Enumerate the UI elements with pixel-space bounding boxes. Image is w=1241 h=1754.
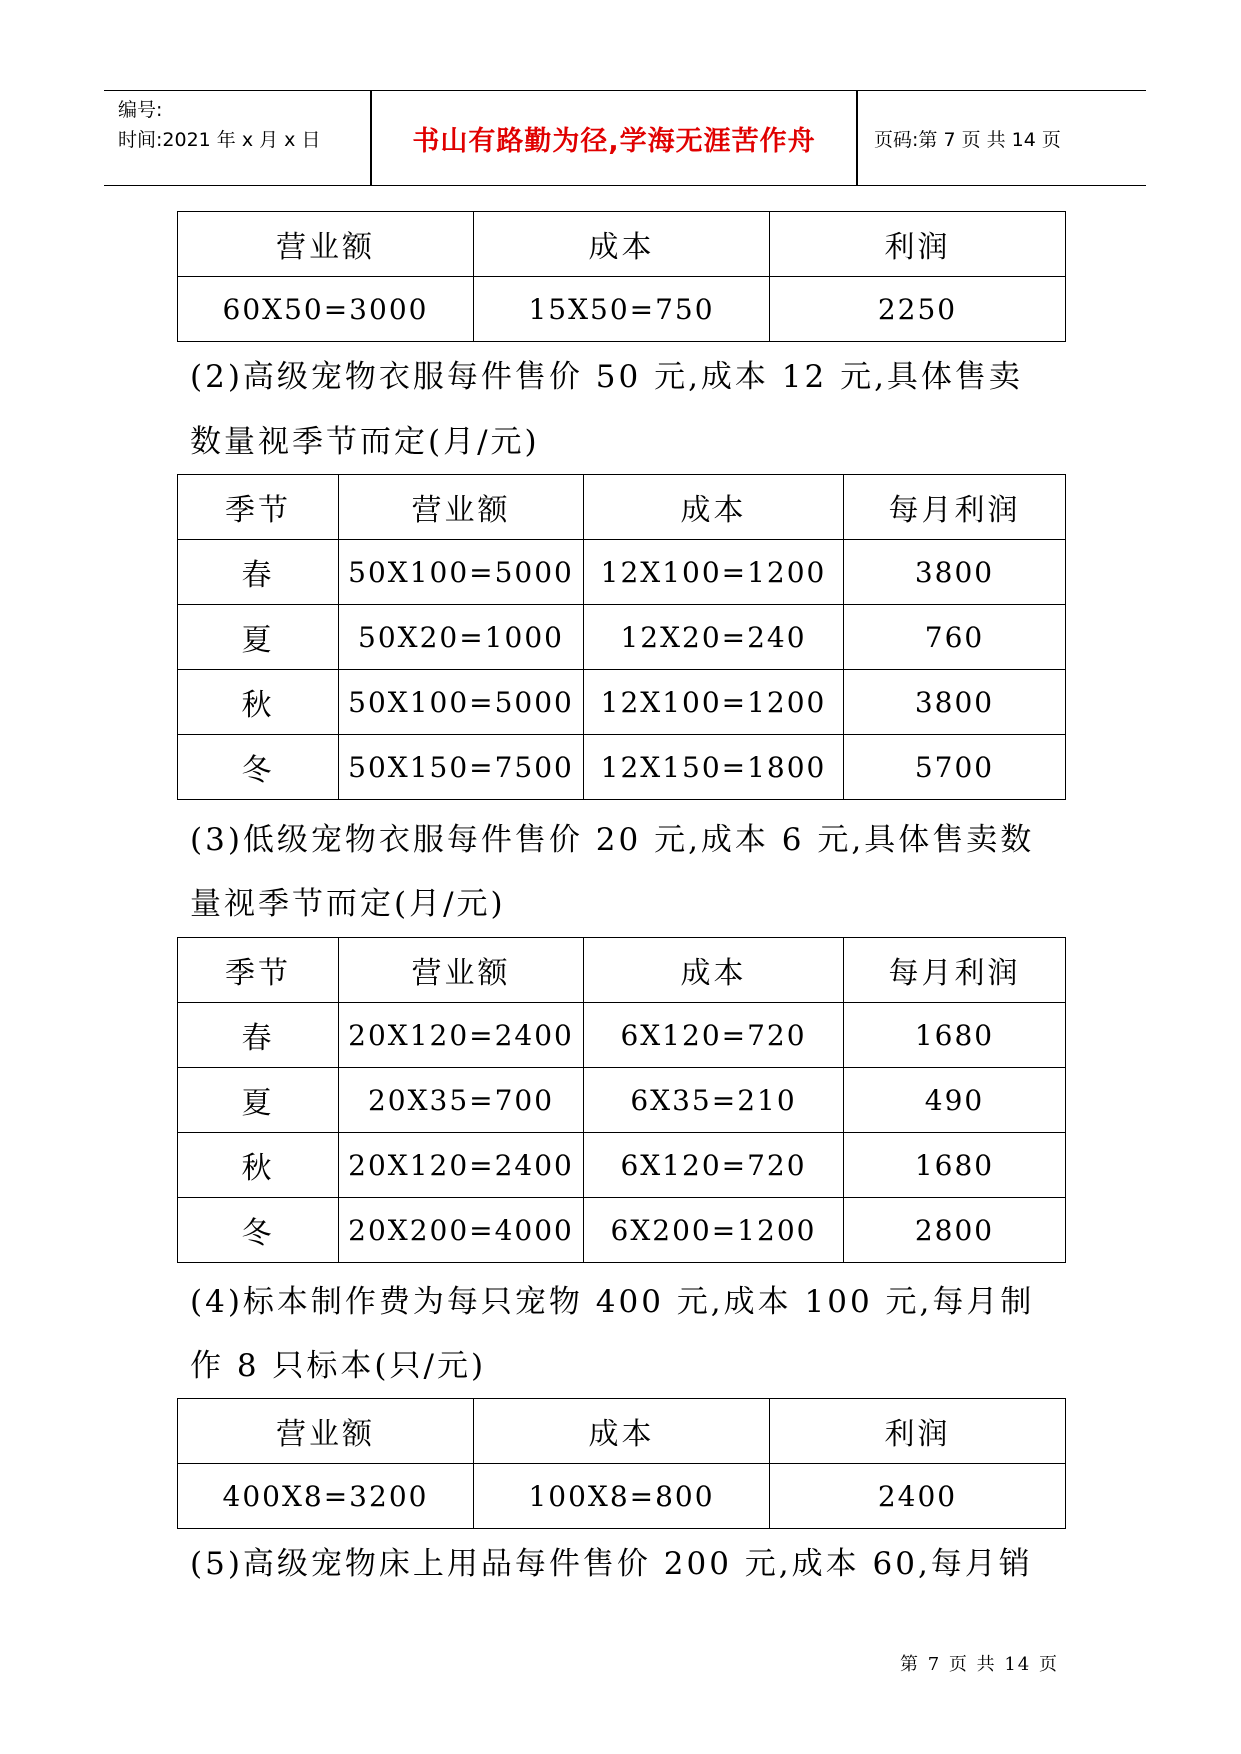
- table-cell: 20X35=700: [339, 1068, 584, 1133]
- table-cell: 12X20=240: [584, 605, 844, 670]
- table-row: [178, 540, 1066, 605]
- table-cell: 50X100=5000: [339, 540, 584, 605]
- table-cell: 秋: [178, 1133, 339, 1198]
- table-header-cell: 营业额: [178, 1399, 474, 1464]
- table-header-cell: 季节: [178, 938, 339, 1003]
- table-header-cell: 成本: [474, 212, 770, 277]
- table-cell: 12X100=1200: [584, 670, 844, 735]
- table-row: [178, 277, 1066, 342]
- table-cell: 60X50=3000: [178, 277, 474, 342]
- table-header-cell: 营业额: [339, 475, 584, 540]
- paragraph-2-line-2: 数量视季节而定(月/元): [190, 424, 540, 460]
- table-cell: 秋: [178, 670, 339, 735]
- table-cell: 50X100=5000: [339, 670, 584, 735]
- table-row: [178, 1198, 1066, 1263]
- table-cell: 春: [178, 540, 339, 605]
- specimen-table: [177, 1398, 1066, 1529]
- table-row: [178, 1464, 1066, 1529]
- table-cell: 50X20=1000: [339, 605, 584, 670]
- table-cell: 400X8=3200: [178, 1464, 474, 1529]
- table-header-cell: 利润: [770, 212, 1066, 277]
- header-page-number: 页码:第 7 页 共 14 页: [874, 128, 1061, 151]
- table-row: [178, 605, 1066, 670]
- table-header-cell: 成本: [584, 475, 844, 540]
- table-row: [178, 735, 1066, 800]
- table-header-cell: 营业额: [339, 938, 584, 1003]
- header-motto: 书山有路勤为径,学海无涯苦作舟: [412, 125, 816, 157]
- table-header-cell: 季节: [178, 475, 339, 540]
- table-cell: 1680: [844, 1003, 1066, 1068]
- table-cell: 12X150=1800: [584, 735, 844, 800]
- table-header-row: [178, 1399, 1066, 1464]
- table-cell: 1680: [844, 1133, 1066, 1198]
- table-header-cell: 成本: [474, 1399, 770, 1464]
- header-meta: [118, 95, 368, 155]
- table-header-cell: 每月利润: [844, 475, 1066, 540]
- table-cell: 6X120=720: [584, 1133, 844, 1198]
- paragraph-4-line-2: 作 8 只标本(只/元): [190, 1348, 487, 1384]
- table-cell: 春: [178, 1003, 339, 1068]
- table-cell: 冬: [178, 1198, 339, 1263]
- table-header-cell: 成本: [584, 938, 844, 1003]
- document-time-label: 时间:2021 年 x 月 x 日: [118, 129, 321, 151]
- table-cell: 5700: [844, 735, 1066, 800]
- table-cell: 6X200=1200: [584, 1198, 844, 1263]
- table-header-row: [178, 212, 1066, 277]
- table-cell: 2250: [770, 277, 1066, 342]
- table-row: [178, 670, 1066, 735]
- seasonal-table-high-end: [177, 474, 1066, 800]
- table-cell: 6X120=720: [584, 1003, 844, 1068]
- page-footer: 第 7 页 共 14 页: [900, 1654, 1059, 1675]
- paragraph-2-line-1: (2)高级宠物衣服每件售价 50 元,成本 12 元,具体售卖: [190, 359, 1023, 395]
- table-header-cell: 营业额: [178, 212, 474, 277]
- table-cell: 20X120=2400: [339, 1133, 584, 1198]
- table-cell: 100X8=800: [474, 1464, 770, 1529]
- table-row: [178, 1003, 1066, 1068]
- seasonal-table-low-end: [177, 937, 1066, 1263]
- table-cell: 3800: [844, 540, 1066, 605]
- paragraph-3-line-1: (3)低级宠物衣服每件售价 20 元,成本 6 元,具体售卖数: [190, 822, 1035, 858]
- table-cell: 2400: [770, 1464, 1066, 1529]
- table-cell: 15X50=750: [474, 277, 770, 342]
- revenue-table-1: [177, 211, 1066, 342]
- paragraph-5-line-1: (5)高级宠物床上用品每件售价 200 元,成本 60,每月销: [190, 1546, 1033, 1582]
- table-cell: 3800: [844, 670, 1066, 735]
- table-header-row: [178, 475, 1066, 540]
- table-cell: 12X100=1200: [584, 540, 844, 605]
- page-header: [104, 90, 1146, 186]
- table-row: [178, 1068, 1066, 1133]
- paragraph-4-line-1: (4)标本制作费为每只宠物 400 元,成本 100 元,每月制: [190, 1284, 1035, 1320]
- table-header-cell: 利润: [770, 1399, 1066, 1464]
- header-divider: [856, 91, 858, 185]
- table-cell: 20X200=4000: [339, 1198, 584, 1263]
- table-cell: 50X150=7500: [339, 735, 584, 800]
- document-number-label: 编号:: [118, 99, 163, 121]
- table-header-row: [178, 938, 1066, 1003]
- table-row: [178, 1133, 1066, 1198]
- table-cell: 2800: [844, 1198, 1066, 1263]
- table-cell: 490: [844, 1068, 1066, 1133]
- table-header-cell: 每月利润: [844, 938, 1066, 1003]
- table-cell: 760: [844, 605, 1066, 670]
- table-cell: 夏: [178, 605, 339, 670]
- table-cell: 6X35=210: [584, 1068, 844, 1133]
- paragraph-3-line-2: 量视季节而定(月/元): [190, 886, 506, 922]
- table-cell: 冬: [178, 735, 339, 800]
- table-cell: 20X120=2400: [339, 1003, 584, 1068]
- table-cell: 夏: [178, 1068, 339, 1133]
